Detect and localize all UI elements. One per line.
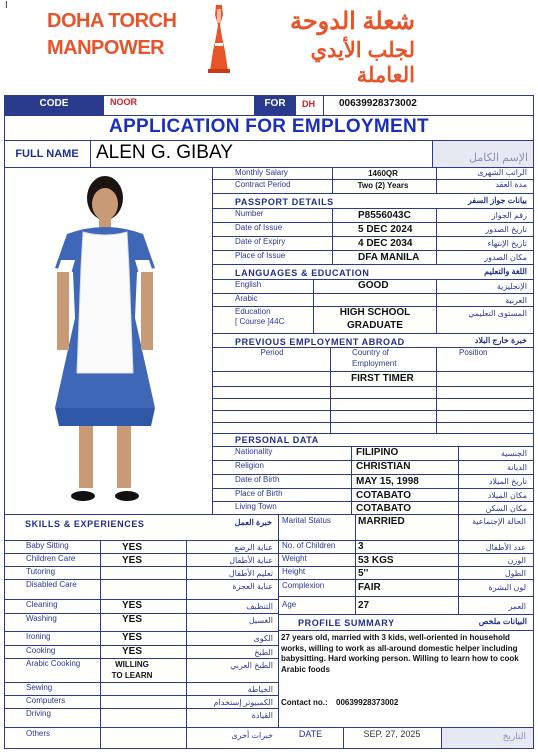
place-of-issue-value: DFA MANILA — [358, 252, 420, 263]
corner-mark: I — [5, 0, 8, 11]
skill-driving-arabic: القيادة — [251, 711, 273, 720]
expiry-date-label: Date of Expiry — [235, 237, 286, 246]
skill-computers-arabic: الكمبيوتر إستخدام — [213, 698, 273, 707]
nationality-arabic: الجنسية — [500, 449, 527, 458]
birth-date-arabic: تاريخ الميلاد — [488, 477, 527, 486]
full-name-arabic: الإسم الكامل — [469, 152, 528, 164]
full-name-value: ALEN G. GIBAY — [96, 142, 233, 163]
personal-heading: PERSONAL DATA — [235, 435, 319, 445]
reference-number: 00639928373002 — [339, 98, 417, 109]
children-value: 3 — [358, 541, 364, 552]
skill-cleaning-label: Cleaning — [26, 600, 58, 609]
skill-children-care-arabic: عناية الأطفال — [229, 556, 273, 565]
contract-period-arabic: مدة العقد — [495, 180, 527, 189]
company-name-arabic-line1: شعلة الدوحة — [289, 8, 415, 35]
form-title: APPLICATION FOR EMPLOYMENT — [109, 116, 429, 137]
employment-col-country-2: Employment — [352, 359, 397, 368]
religion-label: Religion — [235, 461, 264, 470]
skill-ironing-label: Ironing — [26, 632, 51, 641]
place-of-issue-arabic: مكان الصدور — [484, 253, 527, 262]
skill-washing-value: YES — [121, 614, 142, 625]
contract-period-label: Contract Period — [235, 180, 291, 189]
birth-place-value: COTABATO — [356, 490, 411, 501]
salary-arabic: الراتب الشهرى — [477, 168, 527, 177]
skill-ironing-arabic: الكوى — [253, 634, 273, 643]
languages-heading-arabic: اللغة والتعليم — [484, 267, 527, 276]
skill-driving-label: Driving — [26, 709, 51, 718]
date-arabic: التاريخ — [502, 731, 526, 741]
living-town-value: COTABATO — [356, 503, 411, 514]
skill-cooking-arabic: الطبخ — [254, 648, 273, 657]
marital-status-value: MARRIED — [358, 516, 405, 527]
height-value: 5'' — [358, 568, 369, 579]
passport-heading-arabic: بيانات جواز السفر — [467, 196, 527, 205]
company-name-line1: DOHA TORCH — [47, 10, 177, 32]
english-arabic: الإنجليزية — [496, 282, 527, 291]
profile-summary-text: 27 years old, married with 3 kids, well-oriented in household works, willing to work as all-around domestic helper including babysitting. Hard working person. Willing to learn how to cook Arabic foods — [281, 633, 519, 674]
living-town-arabic: مكان السكن — [485, 504, 527, 513]
skill-cleaning-arabic: التنظيف — [246, 602, 273, 611]
torch-tower-logo — [204, 3, 234, 75]
age-arabic: العمر — [508, 602, 526, 611]
profile-heading-arabic: البيانات ملخص — [478, 617, 527, 626]
full-name-label: FULL NAME — [15, 148, 79, 160]
skill-sewing-label: Sewing — [26, 683, 53, 692]
skill-arabic-cooking-value: WILLING TO LEARN — [111, 660, 153, 680]
employment-col-period: Period — [260, 348, 284, 357]
issue-date-value: 5 DEC 2024 — [358, 224, 413, 235]
expiry-date-arabic: تاريخ الإنتهاء — [487, 239, 527, 248]
skill-disabled-care-arabic: عناية العجزة — [232, 582, 273, 591]
languages-heading: LANGUAGES & EDUCATION — [235, 268, 370, 278]
contact-number: 00639928373002 — [336, 698, 399, 707]
passport-number-arabic: رقم الجواز — [491, 211, 527, 220]
company-name-line2: MANPOWER — [47, 37, 165, 59]
employment-col-position: Position — [459, 348, 488, 357]
birth-place-label: Place of Birth — [235, 489, 283, 498]
nationality-value: FILIPINO — [356, 447, 399, 458]
children-label: No. of Children — [282, 541, 336, 550]
birth-date-value: MAY 15, 1998 — [356, 476, 419, 487]
nationality-label: Nationality — [235, 447, 273, 456]
birth-place-arabic: مكان الميلاد — [487, 491, 527, 500]
education-label-1: Education — [235, 307, 271, 316]
religion-arabic: الديانة — [506, 463, 527, 472]
skill-children-care-value: YES — [121, 555, 142, 566]
skill-computers-label: Computers — [26, 696, 66, 705]
contract-period-value: Two (2) Years — [357, 181, 409, 190]
date-label: DATE — [298, 729, 323, 739]
passport-number-value: P8556043C — [358, 210, 411, 221]
issue-date-label: Date of Issue — [235, 223, 283, 232]
place-of-issue-label: Place of Issue — [235, 251, 286, 260]
employment-col-country-1: Country of — [352, 348, 389, 357]
for-value: DH — [302, 99, 315, 109]
religion-value: CHRISTIAN — [356, 461, 411, 472]
for-label: FOR — [264, 98, 286, 109]
education-arabic: المستوى التعليمي — [468, 309, 527, 318]
weight-label: Weight — [282, 554, 307, 563]
skill-others-arabic: خبرات أخرى — [231, 731, 273, 740]
skills-heading-arabic: خبرة العمل — [234, 518, 272, 527]
skill-tutoring-arabic: تعليم الأطفال — [228, 569, 273, 578]
marital-status-label: Marital Status — [282, 516, 331, 525]
height-label: Height — [282, 567, 306, 576]
weight-arabic: الوزن — [507, 556, 526, 565]
applicant-photo — [5, 168, 212, 513]
age-value: 27 — [358, 600, 370, 611]
complexion-value: FAIR — [358, 582, 381, 593]
skill-washing-label: Washing — [26, 614, 57, 623]
skill-cooking-value: YES — [121, 646, 142, 657]
english-label: English — [235, 280, 262, 289]
skill-baby-sitting-arabic: عناية الرضع — [234, 543, 273, 552]
education-value-1: HIGH SCHOOL — [339, 307, 411, 318]
age-label: Age — [282, 600, 297, 609]
living-town-label: Living Town — [235, 502, 277, 511]
complexion-arabic: لون البشرة — [488, 583, 526, 592]
weight-value: 53 KGS — [358, 555, 394, 566]
skill-arabic-cooking-arabic: الطبخ العربي — [230, 661, 273, 670]
skill-children-care-label: Children Care — [26, 554, 76, 563]
code-value: NOOR — [110, 97, 137, 107]
marital-status-arabic: الحالة الإجتماعية — [472, 517, 526, 526]
skills-heading: SKILLS & EXPERIENCES — [25, 519, 145, 529]
education-value-2: GRADUATE — [347, 320, 403, 331]
employment-heading-arabic: خبرة خارج البلاد — [474, 336, 527, 345]
complexion-label: Complexion — [282, 581, 325, 590]
arabic-language-arabic: العربية — [505, 296, 527, 305]
skill-baby-sitting-value: YES — [121, 542, 142, 553]
salary-value: 1460QR — [368, 169, 398, 178]
skill-arabic-cooking-label: Arabic Cooking — [26, 659, 81, 668]
skill-others-label: Others — [26, 729, 51, 738]
skill-cleaning-value: YES — [121, 600, 142, 611]
passport-number-label: Number — [235, 209, 264, 218]
employment-heading: PREVIOUS EMPLOYMENT ABROAD — [235, 337, 405, 347]
skill-ironing-value: YES — [121, 632, 142, 643]
skill-sewing-arabic: الخياطة — [247, 685, 273, 694]
birth-date-label: Date of Birth — [235, 475, 280, 484]
expiry-date-value: 4 DEC 2034 — [358, 238, 413, 249]
height-arabic: الطول — [504, 569, 526, 578]
english-value: GOOD — [358, 280, 389, 291]
salary-label: Monthly Salary — [235, 168, 288, 177]
children-arabic: عدد الأطفال — [485, 543, 526, 552]
code-label: CODE — [39, 98, 69, 109]
skill-washing-arabic: الغسيل — [248, 616, 273, 625]
date-value: SEP. 27, 2025 — [363, 729, 421, 739]
skill-cooking-label: Cooking — [26, 646, 56, 655]
issue-date-arabic: تاريخ الصدور — [485, 225, 527, 234]
company-name-arabic-line2: لجلب الأيدي العاملة — [310, 39, 415, 87]
skill-disabled-care-label: Disabled Care — [26, 580, 77, 589]
contact-label: Contact no.: — [281, 698, 328, 707]
education-label-2: [ Course ]44C — [235, 317, 285, 326]
skill-baby-sitting-label: Baby Sitting — [26, 541, 69, 550]
employment-first-row-country: FIRST TIMER — [351, 373, 414, 384]
arabic-language-label: Arabic — [235, 294, 258, 303]
skill-tutoring-label: Tutoring — [26, 567, 56, 576]
profile-heading: PROFILE SUMMARY — [298, 618, 395, 628]
passport-heading: PASSPORT DETAILS — [235, 197, 334, 207]
